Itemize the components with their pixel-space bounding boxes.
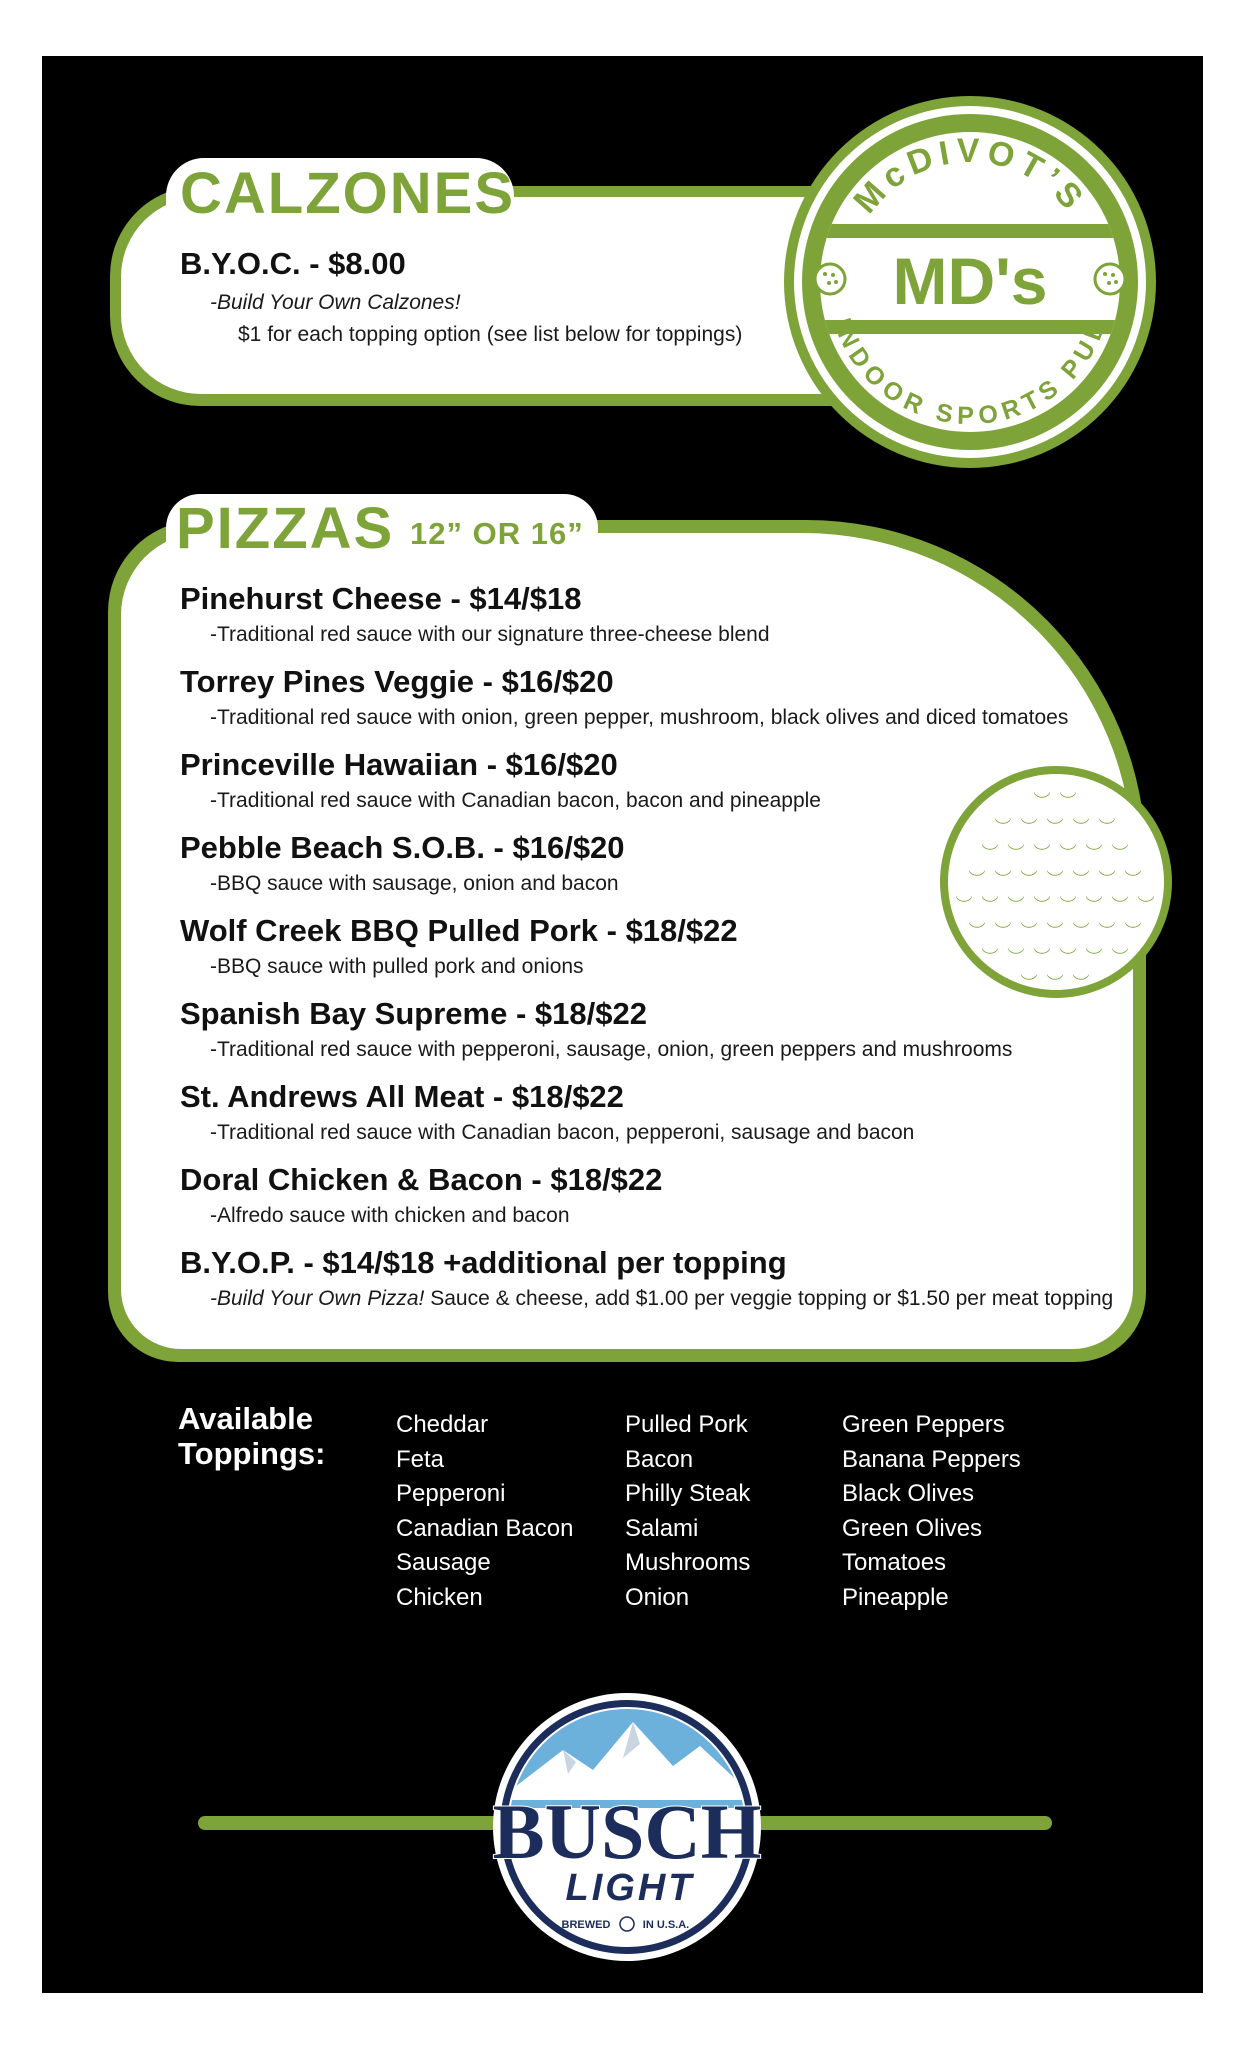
- topping-item: Bacon: [625, 1445, 694, 1473]
- toppings-column-2: [625, 1408, 750, 1615]
- topping-item: Philly Steak: [625, 1480, 751, 1507]
- logo-golf-ball-left-icon: [815, 264, 845, 294]
- calzone-item-name: B.Y.O.C. - $8.00: [180, 246, 406, 281]
- light-word: LIGHT: [565, 1867, 695, 1909]
- topping-item: Mushrooms: [625, 1549, 751, 1576]
- toppings-column-3: [842, 1408, 1021, 1615]
- toppings-heading-line-2: Toppings:: [178, 1436, 326, 1471]
- pizzas-sizes: 12” OR 16”: [410, 516, 584, 551]
- toppings-heading-line-1: Available: [178, 1401, 313, 1436]
- pizza-item-desc: -Alfredo sauce with chicken and bacon: [210, 1204, 570, 1227]
- pizza-item-desc: -Traditional red sauce with Canadian bacon, pepperoni, sausage and bacon: [210, 1121, 915, 1144]
- topping-item: Chicken: [396, 1583, 483, 1611]
- topping-item: Cheddar: [396, 1411, 489, 1438]
- topping-item: Green Peppers: [842, 1411, 1005, 1438]
- topping-item: Banana Peppers: [842, 1445, 1021, 1473]
- pizza-item-desc: -Traditional red sauce with Canadian bacon, bacon and pineapple: [210, 789, 821, 812]
- pizza-item-desc: -Traditional red sauce with our signature three-cheese blend: [210, 623, 770, 646]
- topping-item: Pineapple: [842, 1583, 949, 1611]
- topping-item: Black Olives: [842, 1480, 975, 1507]
- pizza-item-desc: -Traditional red sauce with pepperoni, sausage, onion, green peppers and mushrooms: [210, 1038, 1013, 1061]
- topping-item: Tomatoes: [842, 1549, 947, 1576]
- byop-item-name: B.Y.O.P. - $14/$18 +additional per topping: [180, 1245, 787, 1280]
- pizza-item-name: Wolf Creek BBQ Pulled Pork - $18/$22: [180, 913, 738, 948]
- topping-item: Salami: [625, 1514, 699, 1542]
- topping-item: Sausage: [396, 1549, 491, 1576]
- byop-item-desc: [210, 1286, 1113, 1312]
- byop-item-tagline: -Build Your Own Pizza!: [210, 1287, 425, 1310]
- toppings-column-1: [396, 1408, 573, 1615]
- topping-item: Green Olives: [842, 1514, 983, 1542]
- pizza-item-name: Pebble Beach S.O.B. - $16/$20: [180, 830, 625, 865]
- brewed-text: BREWED: [561, 1919, 611, 1931]
- in-usa-text: IN U.S.A.: [642, 1919, 690, 1931]
- pizza-item-desc: -BBQ sauce with pulled pork and onions: [210, 955, 584, 978]
- toppings-heading: [178, 1401, 326, 1471]
- topping-item: Canadian Bacon: [396, 1514, 574, 1542]
- pizza-item-name: Torrey Pines Veggie - $16/$20: [180, 664, 614, 699]
- pizza-item-name: Doral Chicken & Bacon - $18/$22: [180, 1162, 663, 1197]
- pizzas-heading: PIZZAS: [176, 496, 395, 561]
- topping-item: Pepperoni: [396, 1480, 506, 1507]
- pizza-item-desc: -BBQ sauce with sausage, onion and bacon: [210, 872, 619, 895]
- pizza-item-name: Pinehurst Cheese - $14/$18: [180, 581, 582, 616]
- pizza-item-name: Spanish Bay Supreme - $18/$22: [180, 996, 647, 1031]
- logo-golf-ball-right-icon: [1095, 264, 1125, 294]
- logo-bottom-arc-text: INDOOR SPORTS PUB: [828, 314, 1112, 430]
- busch-word: BUSCH: [492, 1788, 762, 1875]
- golf-ball-icon: [938, 764, 1174, 1000]
- calzone-item-tagline: -Build Your Own Calzones!: [210, 291, 461, 314]
- byop-item-note: Sauce & cheese, add $1.00 per veggie topping or $1.50 per meat topping: [424, 1287, 1114, 1310]
- calzones-heading: CALZONES: [180, 161, 515, 226]
- busch-light-logo: [468, 1688, 786, 1966]
- pizza-item-desc: -Traditional red sauce with onion, green pepper, mushroom, black olives and diced tomatoes: [210, 706, 1069, 729]
- pizza-item-name: St. Andrews All Meat - $18/$22: [180, 1079, 624, 1114]
- topping-item: Feta: [396, 1445, 445, 1473]
- pizza-item-name: Princeville Hawaiian - $16/$20: [180, 747, 618, 782]
- calzone-item-note: $1 for each topping option (see list below for toppings): [238, 323, 743, 346]
- topping-item: Pulled Pork: [625, 1411, 748, 1438]
- logo-mark: MD's: [892, 244, 1048, 318]
- logo-top-arc-text: McDIVOT’S: [846, 131, 1094, 221]
- topping-item: Onion: [625, 1583, 690, 1611]
- mcdivots-logo: [780, 92, 1160, 472]
